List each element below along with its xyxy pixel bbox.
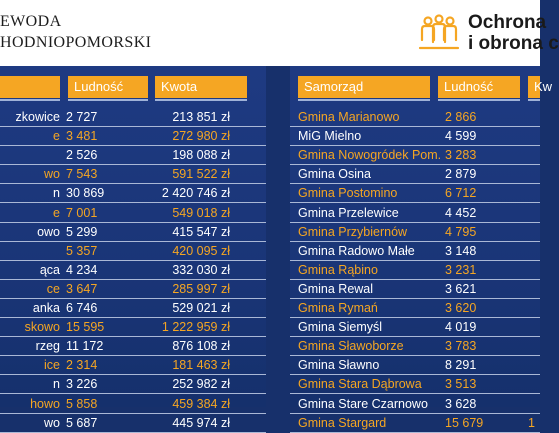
table-row — [0, 318, 266, 337]
cell-municipality: Gmina Siemyśl — [298, 320, 383, 335]
cell-population: 3 783 — [445, 339, 477, 354]
table-row — [290, 242, 540, 261]
table-row — [0, 395, 266, 414]
cell-population: 30 869 — [66, 186, 105, 201]
cell-municipality: Gmina Stara Dąbrowa — [298, 377, 422, 392]
cell-population: 3 226 — [66, 377, 98, 392]
cell-population: 7 543 — [66, 167, 98, 182]
cell-amount: 459 384 zł — [172, 396, 230, 411]
table-row — [0, 184, 266, 203]
cell-amount: 2 420 746 zł — [161, 186, 230, 201]
cell-amount: 549 018 zł — [172, 205, 230, 220]
cell-amount: 272 980 zł — [172, 129, 230, 144]
title-line-2: HODNIOPOMORSKI — [0, 34, 152, 51]
cell-municipality: Gmina Osina — [298, 167, 371, 182]
cell-population: 3 620 — [445, 301, 477, 315]
table-row — [0, 299, 266, 318]
table-row — [0, 414, 266, 433]
cell-municipality: ąca — [39, 262, 60, 277]
right-header-amount: Kw — [528, 76, 540, 98]
cell-population: 5 299 — [66, 224, 98, 239]
cell-population: 15 679 — [445, 415, 484, 430]
header-bar — [0, 0, 559, 66]
cell-population: 3 628 — [445, 396, 477, 411]
cell-municipality: Gmina Sławno — [298, 358, 380, 373]
cell-population: 6 746 — [66, 301, 98, 315]
table-row — [0, 337, 266, 356]
cell-municipality: n — [53, 186, 60, 201]
table-row — [0, 242, 266, 261]
table-row — [290, 223, 540, 242]
cell-municipality: Gmina Nowogródek Pom. — [298, 148, 442, 163]
cell-amount: 285 997 zł — [172, 281, 230, 296]
cell-population: 3 621 — [445, 281, 477, 296]
cell-municipality: Gmina Rąbino — [298, 262, 378, 277]
table-row — [0, 127, 266, 146]
cell-population: 4 019 — [445, 320, 477, 335]
table-row — [0, 356, 266, 375]
cell-population: 4 795 — [445, 224, 477, 239]
cell-population: 8 291 — [445, 358, 477, 373]
cell-population: 2 866 — [445, 110, 477, 124]
cell-population: 3 283 — [445, 148, 477, 163]
cell-amount: 876 108 zł — [172, 339, 230, 354]
cell-municipality: Gmina Radowo Małe — [298, 243, 415, 258]
cell-amount: 332 030 zł — [172, 262, 230, 277]
cell-municipality: MiG Mielno — [298, 129, 362, 144]
cell-amount: 1 222 959 zł — [161, 320, 230, 335]
table-row — [290, 375, 540, 394]
table-row — [290, 337, 540, 356]
cell-municipality — [0, 146, 60, 165]
cell-municipality: ce — [46, 281, 60, 296]
logo-text-line-2: i obrona c — [468, 33, 559, 54]
cell-amount: 181 463 zł — [172, 358, 230, 373]
cell-population: 4 599 — [445, 129, 477, 144]
cell-municipality: rzeg — [35, 339, 60, 354]
table-row — [290, 108, 540, 127]
cell-amount: 415 547 zł — [172, 224, 230, 239]
cell-municipality: ice — [44, 358, 60, 373]
left-header-population: Ludność — [68, 76, 148, 98]
right-header-municipality: Samorząd — [298, 76, 430, 98]
cell-amount: 198 088 zł — [172, 148, 230, 163]
table-row — [0, 280, 266, 299]
table-row — [0, 165, 266, 184]
cell-population: 5 858 — [66, 396, 98, 411]
cell-population: 5 687 — [66, 415, 98, 430]
table-row — [0, 223, 266, 242]
cell-population: 2 727 — [66, 110, 98, 124]
table-row — [290, 261, 540, 280]
table-row — [290, 414, 540, 433]
cell-amount: 420 095 zł — [172, 243, 230, 258]
table-row — [290, 146, 540, 165]
cell-population: 2 526 — [66, 148, 98, 163]
cell-population: 6 712 — [445, 186, 477, 201]
cell-municipality: Gmina Postomino — [298, 186, 398, 201]
cell-population: 2 879 — [445, 167, 477, 182]
logo-text-line-1: Ochrona — [468, 12, 547, 33]
cell-population: 3 513 — [445, 377, 477, 392]
cell-population: 4 234 — [66, 262, 98, 277]
cell-population: 2 314 — [66, 358, 98, 373]
people-group-icon — [418, 12, 460, 54]
cell-amount: 591 522 zł — [172, 167, 230, 182]
table-row — [290, 280, 540, 299]
table-row — [290, 184, 540, 203]
cell-population: 7 001 — [66, 205, 98, 220]
cell-population: 5 357 — [66, 243, 98, 258]
cell-municipality: e — [53, 129, 60, 144]
cell-municipality — [0, 242, 60, 261]
cell-municipality: anka — [32, 301, 60, 315]
cell-population: 15 595 — [66, 320, 105, 335]
cell-municipality: skowo — [24, 320, 60, 335]
cell-amount: 1 — [528, 415, 535, 430]
cell-municipality: Gmina Przybiernów — [298, 224, 408, 239]
cell-municipality: Gmina Rewal — [298, 281, 374, 296]
cell-municipality: Gmina Stare Czarnowo — [298, 396, 428, 411]
table-row — [290, 204, 540, 223]
cell-municipality: Gmina Przelewice — [298, 205, 399, 220]
cell-population: 11 172 — [66, 339, 104, 354]
cell-municipality: zkowice — [15, 110, 60, 124]
cell-population: 4 452 — [445, 205, 477, 220]
left-header-name — [0, 76, 60, 98]
cell-municipality: howo — [30, 396, 60, 411]
table-row — [290, 299, 540, 318]
cell-municipality: Gmina Marianowo — [298, 110, 400, 124]
table-row — [290, 356, 540, 375]
cell-municipality: Gmina Stargard — [298, 415, 387, 430]
cell-population: 3 148 — [445, 243, 477, 258]
cell-municipality: e — [53, 205, 60, 220]
cell-population: 3 231 — [445, 262, 477, 277]
table-row — [0, 375, 266, 394]
table-row — [0, 108, 266, 127]
left-header-amount: Kwota — [155, 76, 247, 98]
right-header-population: Ludność — [438, 76, 520, 98]
cell-amount: 252 982 zł — [172, 377, 230, 392]
cell-amount: 445 974 zł — [172, 415, 230, 430]
table-row — [0, 146, 266, 165]
cell-population: 3 481 — [66, 129, 98, 144]
table-row — [290, 318, 540, 337]
cell-municipality: n — [53, 377, 60, 392]
table-row — [290, 165, 540, 184]
cell-municipality: wo — [44, 415, 60, 430]
cell-amount: 213 851 zł — [172, 110, 230, 124]
table-row — [0, 261, 266, 280]
table-row — [0, 204, 266, 223]
title-line-1: EWODA — [0, 13, 62, 30]
table-row — [290, 395, 540, 414]
table-row — [290, 127, 540, 146]
cell-amount: 529 021 zł — [172, 301, 230, 315]
cell-municipality: Gmina Sławoborze — [298, 339, 404, 354]
cell-municipality: wo — [44, 167, 60, 182]
cell-population: 3 647 — [66, 281, 98, 296]
cell-municipality: owo — [37, 224, 60, 239]
cell-municipality: Gmina Rymań — [298, 301, 378, 315]
